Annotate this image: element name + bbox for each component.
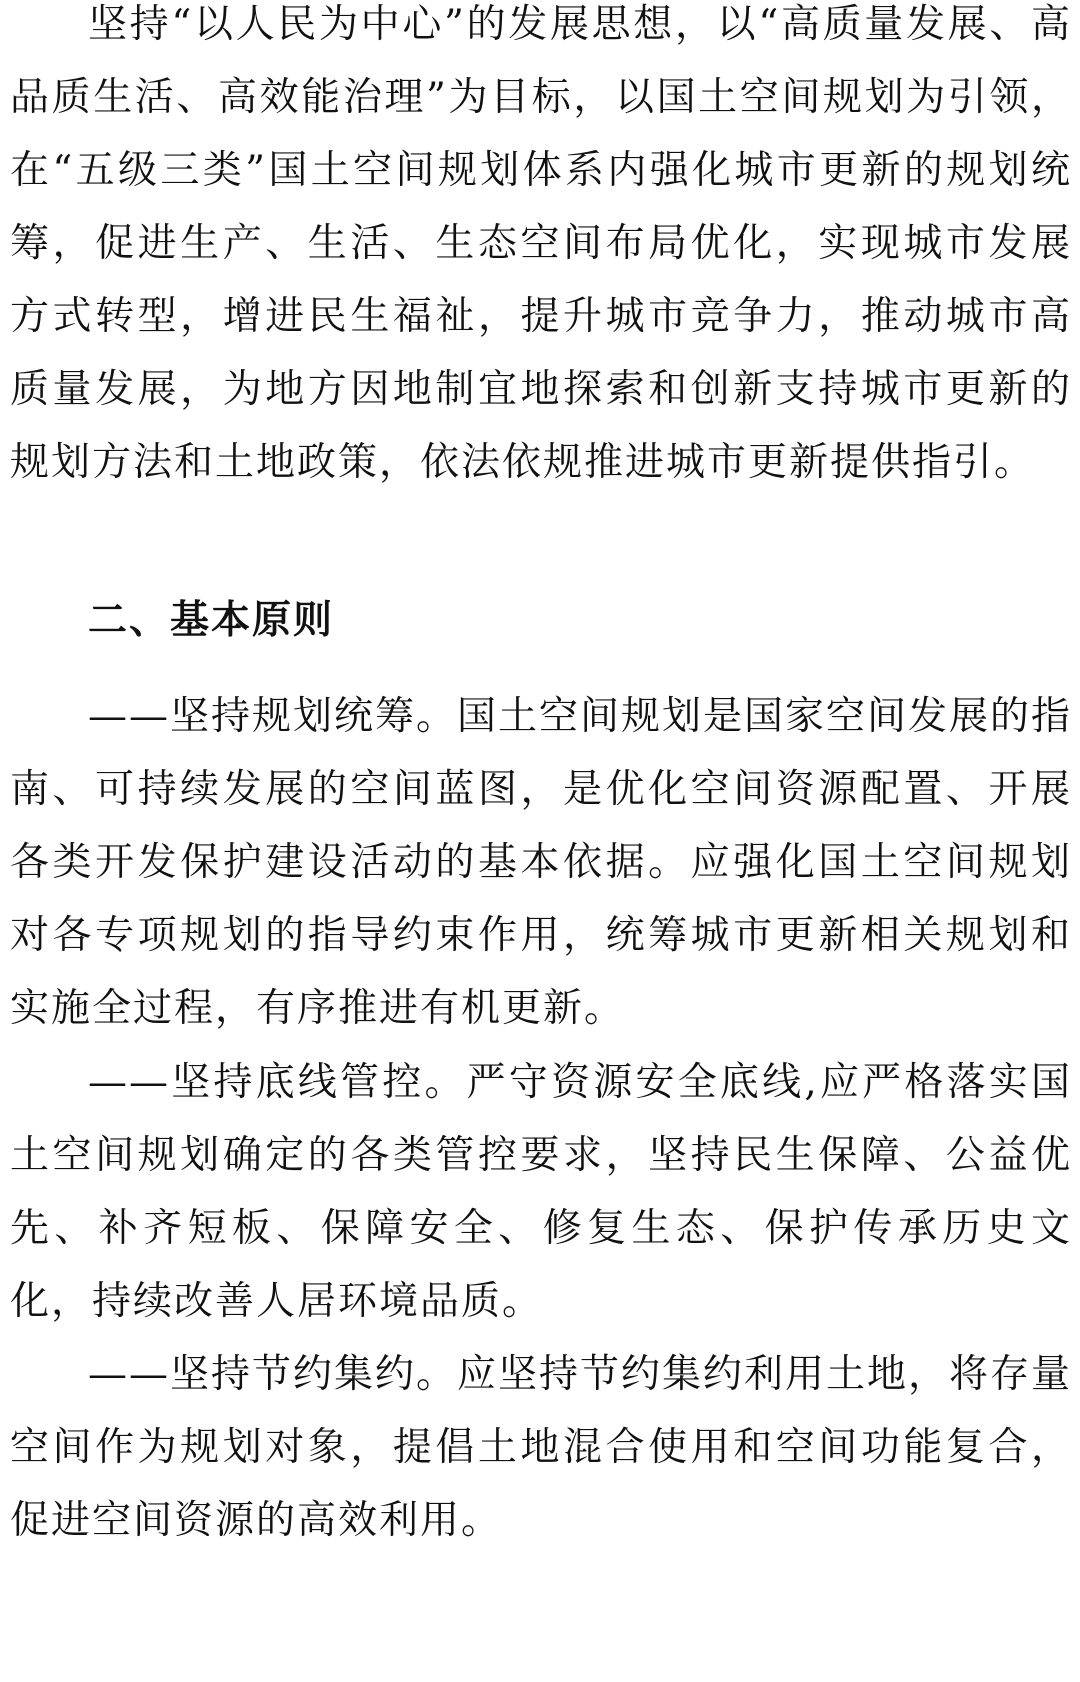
- section-heading: 二、基本原则: [88, 598, 335, 643]
- intro-paragraph: 坚持“以人民为中心”的发展思想，以“高质量发展、高品质生活、高效能治理”为目标，以国土空间规划为引领，在“五级三类”国土空间规划体系内强化城市更新的规划统筹，促进生产、生活、生态空间布局优化，实现城市发展方式转型，增进民生福祉，提升城市竞争力，推动城市高质量发展，为地方因地制宜地探索和创新支持城市更新的规划方法和土地政策，依法依规推进城市更新提供指引。: [10, 2, 1072, 485]
- principle-paragraph-bottom-line: ——坚持底线管控。严守资源安全底线,应严格落实国土空间规划确定的各类管控要求，坚持民生保障、公益优先、补齐短板、保障安全、修复生态、保护传承历史文化，持续改善人居环境品质。: [10, 1060, 1072, 1324]
- principle-paragraph-intensive: ——坚持节约集约。应坚持节约集约利用土地，将存量空间作为规划对象，提倡土地混合使用和空间功能复合，促进空间资源的高效利用。: [10, 1352, 1073, 1543]
- principle-paragraph-planning: ——坚持规划统筹。国土空间规划是国家空间发展的指南、可持续发展的空间蓝图，是优化空间资源配置、开展各类开发保护建设活动的基本依据。应强化国土空间规划对各专项规划的指导约束作用，统筹城市更新相关规划和实施全过程，有序推进有机更新。: [10, 694, 1073, 1031]
